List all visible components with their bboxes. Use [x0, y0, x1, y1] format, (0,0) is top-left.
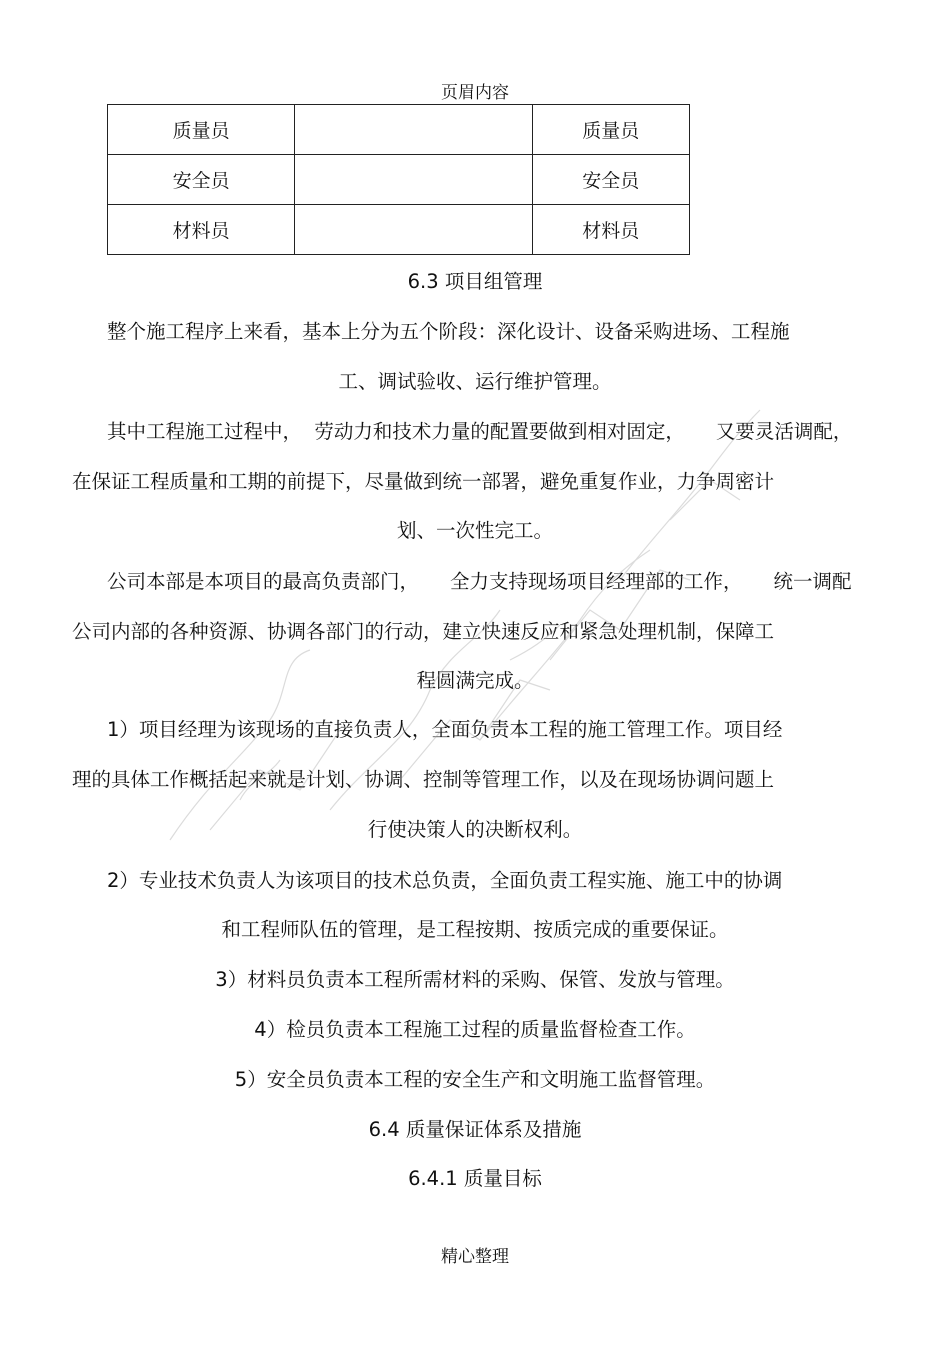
- table-cell: [295, 205, 532, 255]
- section-heading-6-4: 6.4 质量保证体系及措施: [368, 1118, 582, 1141]
- list-item: 4）检员负责本工程施工过程的质量监督检查工作。: [254, 1018, 696, 1041]
- table-cell: 质量员: [108, 105, 295, 155]
- table-row: [108, 205, 690, 255]
- page-footer: 精心整理: [441, 1247, 509, 1267]
- paragraph-line: 公司本部是本项目的最高负责部门， 全力支持现场项目经理部的工作， 统一调配: [107, 570, 852, 593]
- paragraph-line: 程圆满完成。: [416, 669, 534, 692]
- table-row: [108, 155, 690, 205]
- paragraph-line: 整个施工程序上来看，基本上分为五个阶段：深化设计、设备采购进场、工程施: [107, 320, 790, 343]
- table-row: [108, 105, 690, 155]
- paragraph-line: 在保证工程质量和工期的前提下，尽量做到统一部署，避免重复作业，力争周密计: [72, 470, 775, 493]
- paragraph-line: 划、一次性完工。: [396, 519, 553, 542]
- table-cell: [295, 105, 532, 155]
- list-item: 1）项目经理为该现场的直接负责人，全面负责本工程的施工管理工作。项目经: [107, 718, 783, 741]
- list-item: 理的具体工作概括起来就是计划、协调、控制等管理工作，以及在现场协调问题上: [72, 768, 775, 791]
- table-cell: 质量员: [532, 105, 690, 155]
- table-cell: 材料员: [108, 205, 295, 255]
- list-item: 2）专业技术负责人为该项目的技术总负责，全面负责工程实施、施工中的协调: [107, 869, 783, 892]
- page-header: 页眉内容: [441, 83, 509, 103]
- list-item: 3）材料员负责本工程所需材料的采购、保管、发放与管理。: [215, 968, 735, 991]
- staff-table: [107, 104, 690, 255]
- table-cell: 安全员: [532, 155, 690, 205]
- subsection-heading-6-4-1: 6.4.1 质量目标: [408, 1167, 542, 1190]
- paragraph-line: 其中工程施工过程中， 劳动力和技术力量的配置要做到相对固定， 又要灵活调配，: [107, 420, 853, 443]
- list-item: 5）安全员负责本工程的安全生产和文明施工监督管理。: [234, 1068, 716, 1091]
- table-cell: 安全员: [108, 155, 295, 205]
- list-item: 行使决策人的决断权利。: [367, 818, 583, 841]
- paragraph-line: 公司内部的各种资源、协调各部门的行动，建立快速反应和紧急处理机制，保障工: [72, 620, 775, 643]
- table-cell: [295, 155, 532, 205]
- section-heading-6-3: 6.3 项目组管理: [407, 270, 543, 293]
- list-item: 和工程师队伍的管理，是工程按期、按质完成的重要保证。: [221, 918, 729, 941]
- table-cell: 材料员: [532, 205, 690, 255]
- paragraph-line: 工、调试验收、运行维护管理。: [338, 370, 612, 393]
